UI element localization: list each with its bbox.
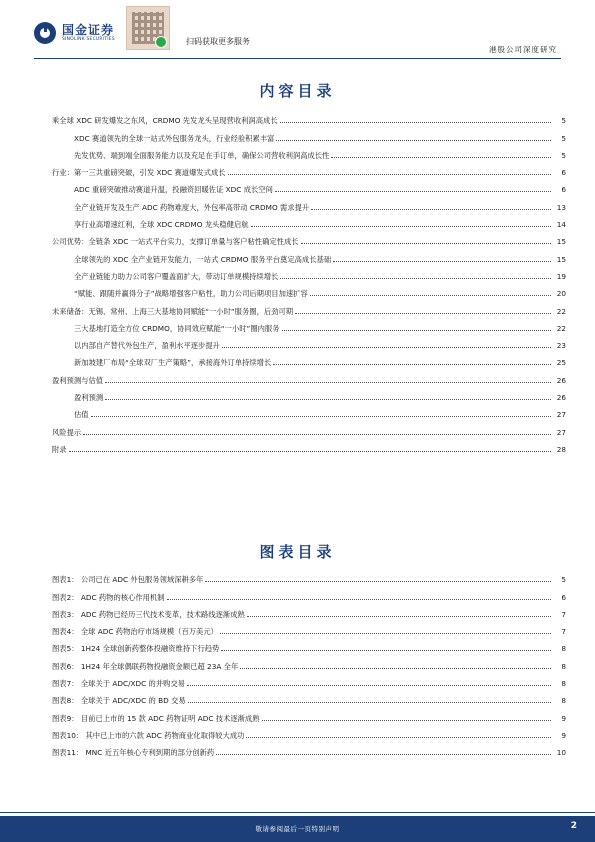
company-logo: [34, 22, 115, 44]
dot-leader: [91, 416, 551, 417]
toc-entry-page: 27: [556, 410, 566, 420]
figure-entry[interactable]: [52, 584, 566, 601]
figure-entry-text: 图表1： 公司已在 ADC 外包服务领域深耕多年: [52, 575, 204, 585]
toc-entry-text: 以内部自产替代外包生产，盈利水平逐步提升: [74, 341, 220, 351]
toc-title: 内容目录: [259, 82, 336, 100]
figure-entry[interactable]: [52, 671, 566, 688]
figure-entry[interactable]: [52, 636, 566, 653]
dot-leader: [282, 330, 551, 331]
toc-entry-text: 盈利预测: [74, 393, 104, 403]
toc-entry[interactable]: [52, 316, 566, 333]
dot-leader: [295, 313, 551, 314]
dot-leader: [280, 122, 551, 123]
toc-entry[interactable]: [52, 246, 566, 263]
dot-leader: [83, 434, 551, 435]
figure-entry-text: 图表2： ADC 药物的核心作用机制: [52, 592, 165, 602]
dot-leader: [246, 737, 551, 738]
toc-entry[interactable]: [52, 437, 566, 454]
figure-entry[interactable]: [52, 740, 566, 757]
toc-entry-page: 19: [556, 271, 566, 281]
toc-entry-page: 13: [556, 202, 566, 212]
toc-entry-page: 25: [556, 358, 566, 368]
figure-entry[interactable]: [52, 705, 566, 722]
toc-entry-page: 22: [556, 306, 566, 316]
toc-entry-page: 14: [556, 220, 566, 230]
dot-leader: [333, 261, 551, 262]
toc-entry[interactable]: [52, 419, 566, 436]
figure-entry-page: 8: [561, 679, 566, 689]
toc-entry-text: 乘全球 XDC 研发爆发之东风，CRDMO 先发龙头呈现营收利润高成长: [52, 116, 278, 126]
toc-entry[interactable]: [52, 281, 566, 298]
toc-entry-text: 行业：第一三共重磅突破，引发 XDC 赛道爆发式成长: [52, 168, 226, 178]
figure-entry-text: 图表8： 全球关于 ADC/XDC 的 BD 交易: [52, 696, 186, 706]
dot-leader: [240, 668, 551, 669]
toc-entry[interactable]: [52, 367, 566, 384]
dot-leader: [301, 243, 551, 244]
figure-entry-text: 图表11： MNC 近五年核心专利到期的部分创新药: [52, 748, 215, 758]
figure-entry-text: 图表5： 1H24 全球创新药整体投融资维持下行趋势: [52, 644, 220, 654]
figure-entry[interactable]: [52, 723, 566, 740]
toc-entry[interactable]: [52, 350, 566, 367]
toc-entry-page: 23: [556, 341, 566, 351]
figure-entry-text: 图表3： ADC 药物已经历三代技术变革，技术路线逐渐成熟: [52, 609, 245, 619]
figure-entry-text: 图表4： 全球 ADC 药物治疗市场规模（百万美元）: [52, 627, 218, 637]
dot-leader: [262, 720, 551, 721]
toc-entry-text: ADC 重磅突破推动赛道升温，投融资回暖佐证 XDC 成长空间: [74, 185, 273, 195]
toc-entry-page: 22: [556, 323, 566, 333]
toc-entry-text: 估值: [74, 410, 89, 420]
toc-entry[interactable]: [52, 333, 566, 350]
toc-entry-page: 6: [561, 168, 566, 178]
dot-leader: [311, 209, 551, 210]
toc-entry-text: 三大基地打造全方位 CRDMO，协同效应赋能“一小时”圈内服务: [74, 323, 280, 333]
figure-entry-text: 图表6： 1H24 年全球偶联药物投融资金额已超 23A 全年: [52, 661, 239, 671]
figure-entry-page: 5: [561, 575, 566, 585]
dot-leader: [188, 702, 551, 703]
figure-entry-text: 图表10： 其中已上市的六款 ADC 药物商业化取得较大成功: [52, 730, 245, 740]
toc-entry-text: 全产业链开发及生产 ADC 药物难度大，外包率高带动 CRDMO 需求提升: [74, 202, 310, 212]
qr-caption: 扫码获取更多服务: [186, 37, 250, 46]
figure-entry-page: 9: [561, 730, 566, 740]
toc-entry-page: 28: [556, 444, 566, 454]
toc-entry-page: 6: [561, 185, 566, 195]
toc-entry-page: 26: [556, 393, 566, 403]
dot-leader: [105, 382, 551, 383]
page-number: 2: [570, 821, 577, 831]
figure-entry-page: 10: [556, 748, 566, 758]
toc-entry[interactable]: [52, 125, 566, 142]
dot-leader: [310, 295, 551, 296]
toc-list: [52, 108, 566, 454]
dot-leader: [216, 754, 551, 755]
toc-entry-text: 未来储备：无锡、常州、上海三大基地协同赋能“一小时”服务圈，后劲可期: [52, 306, 294, 316]
figure-entry-page: 7: [561, 609, 566, 619]
figure-entry[interactable]: [52, 619, 566, 636]
toc-entry-text: 新加坡建厂布局“全球双厂生产策略”，承接海外订单持续增长: [74, 358, 272, 368]
toc-entry-text: 全球领先的 XDC 全产业链开发能力，一站式 CRDMO 服务平台奠定高成长基础: [74, 254, 332, 264]
figure-entry-page: 8: [561, 644, 566, 654]
dot-leader: [105, 399, 551, 400]
logo-icon: [34, 22, 56, 44]
figure-entry-page: 9: [561, 713, 566, 723]
figure-entry[interactable]: [52, 688, 566, 705]
figure-entry-page: 6: [561, 592, 566, 602]
figure-entry[interactable]: [52, 653, 566, 670]
toc-entry-page: 15: [556, 237, 566, 247]
dot-leader: [276, 140, 551, 141]
toc-entry-text: 公司优势：全链条 XDC 一站式平台实力，支撑订单量与客户粘性确定性成长: [52, 237, 299, 247]
dot-leader: [228, 174, 551, 175]
toc-entry[interactable]: [52, 143, 566, 160]
toc-entry[interactable]: [52, 385, 566, 402]
report-type: 港股公司深度研究: [489, 45, 557, 54]
toc-entry-text: 风险提示: [52, 427, 82, 437]
logo-name-en: SINOLINK SECURITIES: [62, 36, 115, 42]
dot-leader: [167, 599, 551, 600]
toc-entry[interactable]: [52, 212, 566, 229]
dot-leader: [247, 616, 551, 617]
toc-entry-page: 20: [556, 289, 566, 299]
toc-entry-page: 5: [561, 133, 566, 143]
footer-disclaimer: 敬请参阅最后一页特别声明: [255, 825, 340, 833]
wechat-icon: [155, 36, 167, 48]
toc-entry-text: “赋能、跟随并赢得分子”战略增强客户粘性，助力公司后期项目加速扩容: [74, 289, 308, 299]
dot-leader: [220, 633, 551, 634]
toc-entry-text: 先发优势、端到端全面服务能力以及充足在手订单，确保公司营收利润高成长性: [74, 150, 330, 160]
dot-leader: [69, 451, 551, 452]
figure-entry[interactable]: [52, 567, 566, 584]
toc-entry-text: 附录: [52, 444, 67, 454]
toc-entry-page: 5: [561, 116, 566, 126]
header-divider: [34, 58, 561, 59]
figures-list: [52, 567, 566, 757]
dot-leader: [280, 278, 551, 279]
toc-entry[interactable]: [52, 177, 566, 194]
toc-entry-page: 5: [561, 150, 566, 160]
figure-entry[interactable]: [52, 602, 566, 619]
toc-entry[interactable]: [52, 194, 566, 211]
toc-entry[interactable]: [52, 264, 566, 281]
dot-leader: [205, 581, 551, 582]
figures-title: 图表目录: [259, 543, 336, 561]
toc-entry[interactable]: [52, 402, 566, 419]
dot-leader: [221, 650, 551, 651]
figure-entry-text: 图表7： 全球关于 ADC/XDC 的并购交易: [52, 679, 186, 689]
toc-entry[interactable]: [52, 160, 566, 177]
logo-name-cn: 国金证券: [62, 22, 115, 37]
toc-entry[interactable]: [52, 108, 566, 125]
dot-leader: [275, 191, 551, 192]
figure-entry-page: 8: [561, 661, 566, 671]
dot-leader: [331, 157, 551, 158]
toc-entry-page: 26: [556, 375, 566, 385]
figure-entry-text: 图表9： 目前已上市的 15 款 ADC 药物证明 ADC 技术逐渐成熟: [52, 713, 260, 723]
figure-entry-page: 7: [561, 627, 566, 637]
dot-leader: [251, 226, 551, 227]
toc-entry[interactable]: [52, 298, 566, 315]
qr-code-icon[interactable]: [126, 6, 170, 50]
toc-entry-text: XDC 赛道领先的全球一站式外包服务龙头，行业经验积累丰富: [74, 133, 275, 143]
dot-leader: [222, 347, 551, 348]
toc-entry-page: 15: [556, 254, 566, 264]
figure-entry-page: 8: [561, 696, 566, 706]
toc-entry-text: 全产业链能力助力公司客户覆盖面扩大，带动订单规模持续增长: [74, 271, 279, 281]
toc-entry-text: 盈利预测与估值: [52, 375, 104, 385]
toc-entry-text: 享行业高增速红利，全球 XDC CRDMO 龙头稳健启航: [74, 220, 249, 230]
dot-leader: [187, 685, 551, 686]
toc-entry[interactable]: [52, 229, 566, 246]
footer-divider: [0, 812, 595, 813]
toc-entry-page: 27: [556, 427, 566, 437]
dot-leader: [273, 364, 551, 365]
